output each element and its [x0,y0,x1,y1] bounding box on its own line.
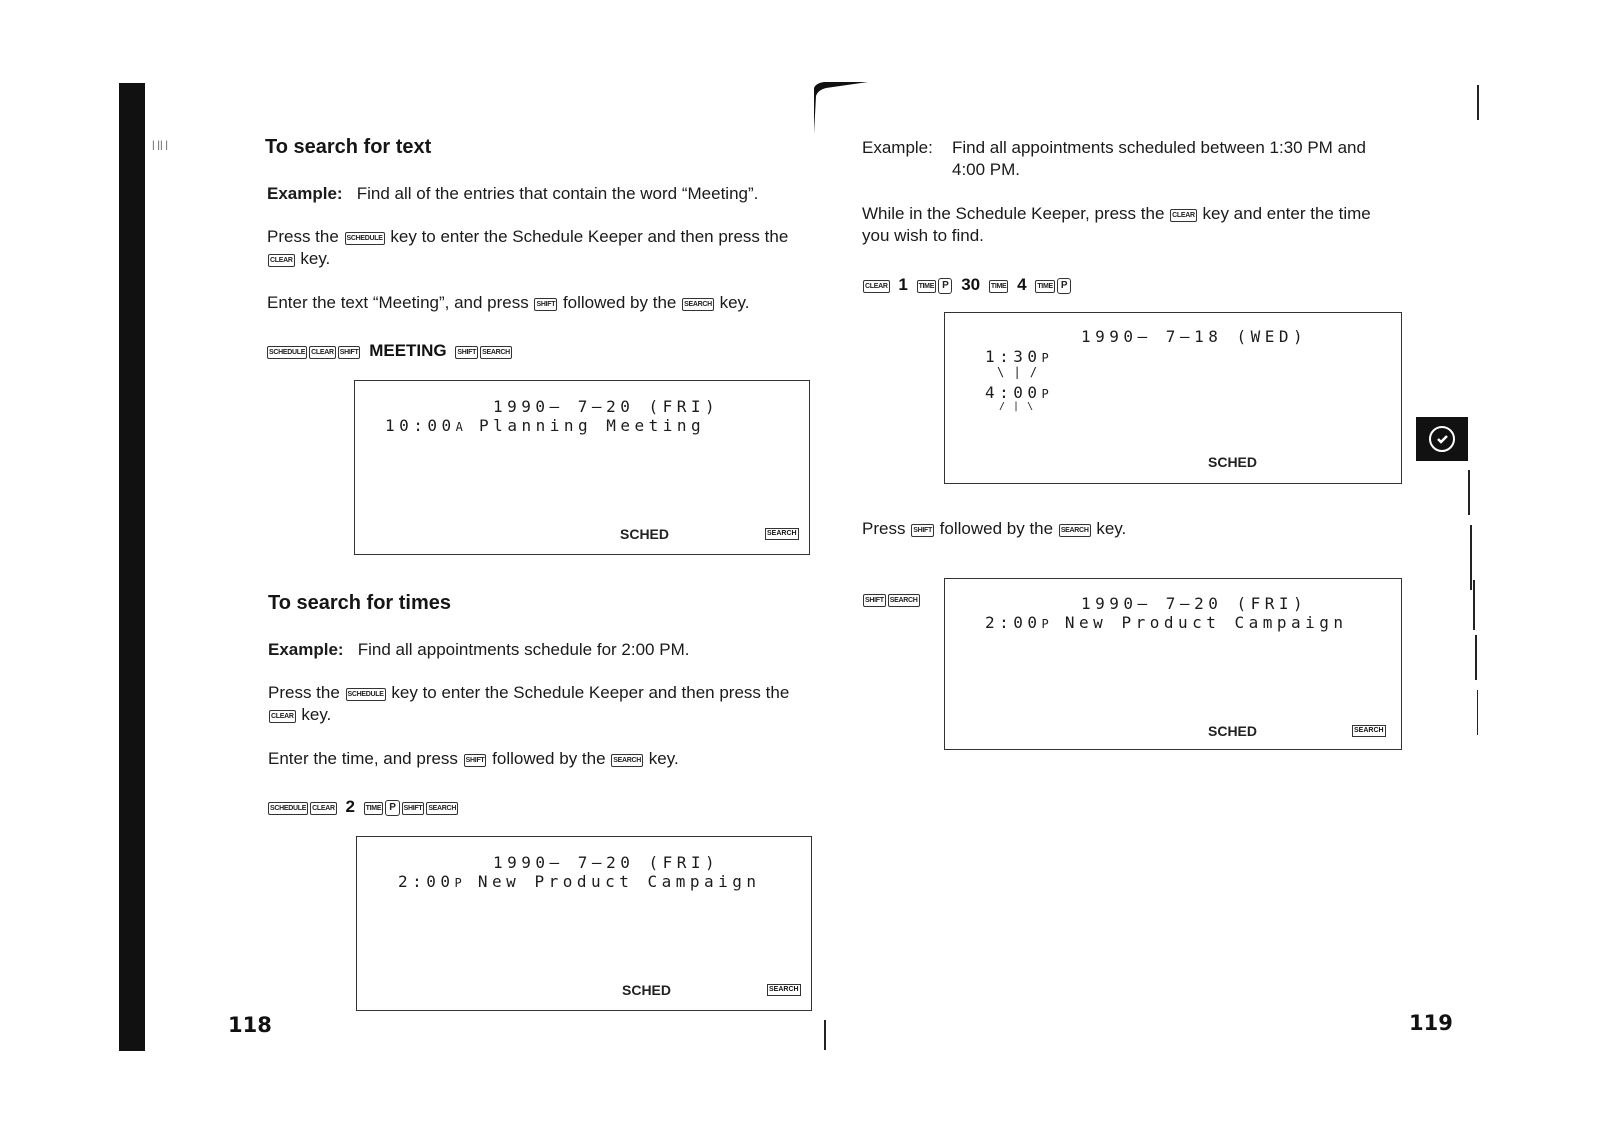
lcd-ampm: P [1041,351,1051,365]
example-text: Find all appointments schedule for 2:00 PM. [357,640,690,659]
instruction-text: Press the [267,227,339,246]
search-key-icon: SEARCH [682,298,714,311]
edge-line [1473,580,1475,630]
lcd-mode: SCHED [622,982,672,998]
lcd-time: 10:00 [385,416,456,435]
lcd-date: 1990— 7—18 (WED) [1081,327,1308,346]
lcd-entry: Planning Meeting [479,416,706,435]
lcd-screen [354,380,810,555]
instruction-text: key to enter the Schedule Keeper and then press the [390,227,789,246]
instruction-text: Press the [268,683,340,702]
shift-key-icon: SHIFT [863,594,886,607]
key-sequence [862,275,1072,295]
edge-line [1468,470,1470,515]
clear-key-icon: CLEAR [863,280,890,293]
lcd-entry-line [385,416,705,435]
search-indicator: SEARCH [1352,725,1386,737]
example-line [862,137,933,159]
lcd-end-time [985,383,1051,402]
gutter-line [824,1020,826,1050]
shift-key-icon: SHIFT [534,298,557,311]
lcd-time: 2:00 [398,872,455,891]
lcd-entry-line [398,872,761,891]
search-key-icon: SEARCH [426,802,458,815]
lcd-start-time [985,347,1051,366]
sequence-text: 1 [898,275,908,294]
instruction-paragraph [267,226,788,270]
instruction-text: Press [862,519,906,538]
search-indicator: SEARCH [767,984,801,996]
blink-rays: / | \ [999,401,1035,412]
search-key-icon: SEARCH [611,754,643,767]
chapter-tab [1416,417,1468,461]
search-key-icon: SEARCH [480,346,512,359]
sequence-text: MEETING [369,341,447,360]
page-number-right: 119 [1409,1011,1453,1035]
instruction-text: key. [648,749,679,768]
instruction-text: you wish to find. [862,226,984,245]
example-label: Example: [268,640,344,659]
schedule-key-icon: SCHEDULE [268,802,308,815]
instruction-text: key to enter the Schedule Keeper and then press the [391,683,790,702]
clear-key-icon: CLEAR [269,710,296,723]
lcd-mode: SCHED [1208,454,1258,470]
edge-line [1475,635,1477,680]
search-indicator: SEARCH [765,528,799,540]
lcd-screen [356,836,812,1011]
instruction-paragraph [267,292,750,314]
instruction-text: Enter the text “Meeting”, and press [267,293,529,312]
time-key-icon: TIME [917,280,937,293]
edge-line [1477,690,1478,735]
instruction-text: followed by the [939,519,1054,538]
lcd-entry: New Product Campaign [1064,613,1348,632]
shift-key-icon: SHIFT [402,802,425,815]
lcd-mode: SCHED [1208,723,1258,739]
lcd-entry: New Product Campaign [477,872,761,891]
instruction-text: While in the Schedule Keeper, press the [862,204,1165,223]
time-key-icon: TIME [364,802,384,815]
page-number-left: 118 [228,1013,272,1037]
search-key-icon: SEARCH [1059,524,1091,537]
time-key-icon: TIME [989,280,1009,293]
lcd-ampm: P [454,876,464,890]
key-sequence [267,797,459,817]
instruction-paragraph [268,748,679,770]
lcd-entry-line [985,613,1348,632]
lcd-time: 2:00 [985,613,1042,632]
example-text [952,137,1366,181]
shift-key-icon: SHIFT [911,524,934,537]
lcd-ampm: P [1041,617,1051,631]
shift-key-icon: SHIFT [455,346,478,359]
p-key-icon: P [938,278,952,294]
instruction-text: followed by the [492,749,606,768]
time-key-icon: TIME [1035,280,1055,293]
clear-key-icon: CLEAR [310,802,337,815]
p-key-icon: P [385,800,399,816]
schedule-key-icon: SCHEDULE [346,688,386,701]
crop-mark [812,82,868,134]
instruction-paragraph [862,518,1126,540]
example-label: Example: [862,138,933,157]
lcd-time: 1:30 [985,347,1042,366]
lcd-date: 1990— 7—20 (FRI) [1081,594,1308,613]
lcd-date: 1990— 7—20 (FRI) [493,853,720,872]
example-text-line: Find all appointments scheduled between 1:30 PM and [952,138,1366,157]
example-label: Example: [267,184,343,203]
instruction-text: key. [301,705,332,724]
example-line [267,183,758,205]
lcd-time: 4:00 [985,383,1042,402]
edge-line [1470,525,1472,590]
instruction-text: key. [1096,519,1127,538]
section-heading-text-search: To search for text [265,136,432,158]
section-heading-time-search: To search for times [268,592,452,614]
schedule-key-icon: SCHEDULE [267,346,307,359]
clock-icon [1429,426,1455,452]
instruction-paragraph [862,203,1371,247]
binding-edge [119,83,145,1051]
clear-key-icon: CLEAR [309,346,336,359]
scan-mark: | || | [152,140,168,151]
lcd-mode: SCHED [620,526,670,542]
lcd-ampm: P [1041,387,1051,401]
sequence-text: 2 [345,797,355,816]
example-text: Find all of the entries that contain the word “Meeting”. [356,184,759,203]
instruction-text: key. [300,249,331,268]
instruction-text: key. [719,293,750,312]
sequence-text: 4 [1017,275,1027,294]
clear-key-icon: CLEAR [1170,209,1197,222]
lcd-ampm: A [455,420,465,434]
example-text-line: 4:00 PM. [952,160,1021,179]
example-line [268,639,689,661]
sequence-text: 30 [961,275,981,294]
instruction-text: key and enter the time [1202,204,1371,223]
key-sequence [862,589,921,609]
shift-key-icon: SHIFT [338,346,361,359]
lcd-screen [944,578,1402,750]
shift-key-icon: SHIFT [464,754,487,767]
p-key-icon: P [1057,278,1071,294]
range-arrow: \ | / [997,365,1039,379]
key-sequence [266,341,513,361]
lcd-screen [944,312,1402,484]
instruction-text: Enter the time, and press [268,749,458,768]
clear-key-icon: CLEAR [268,254,295,267]
edge-line [1477,85,1479,120]
instruction-paragraph [268,682,789,726]
search-key-icon: SEARCH [888,594,920,607]
lcd-date: 1990— 7—20 (FRI) [493,397,720,416]
schedule-key-icon: SCHEDULE [345,232,385,245]
instruction-text: followed by the [562,293,677,312]
